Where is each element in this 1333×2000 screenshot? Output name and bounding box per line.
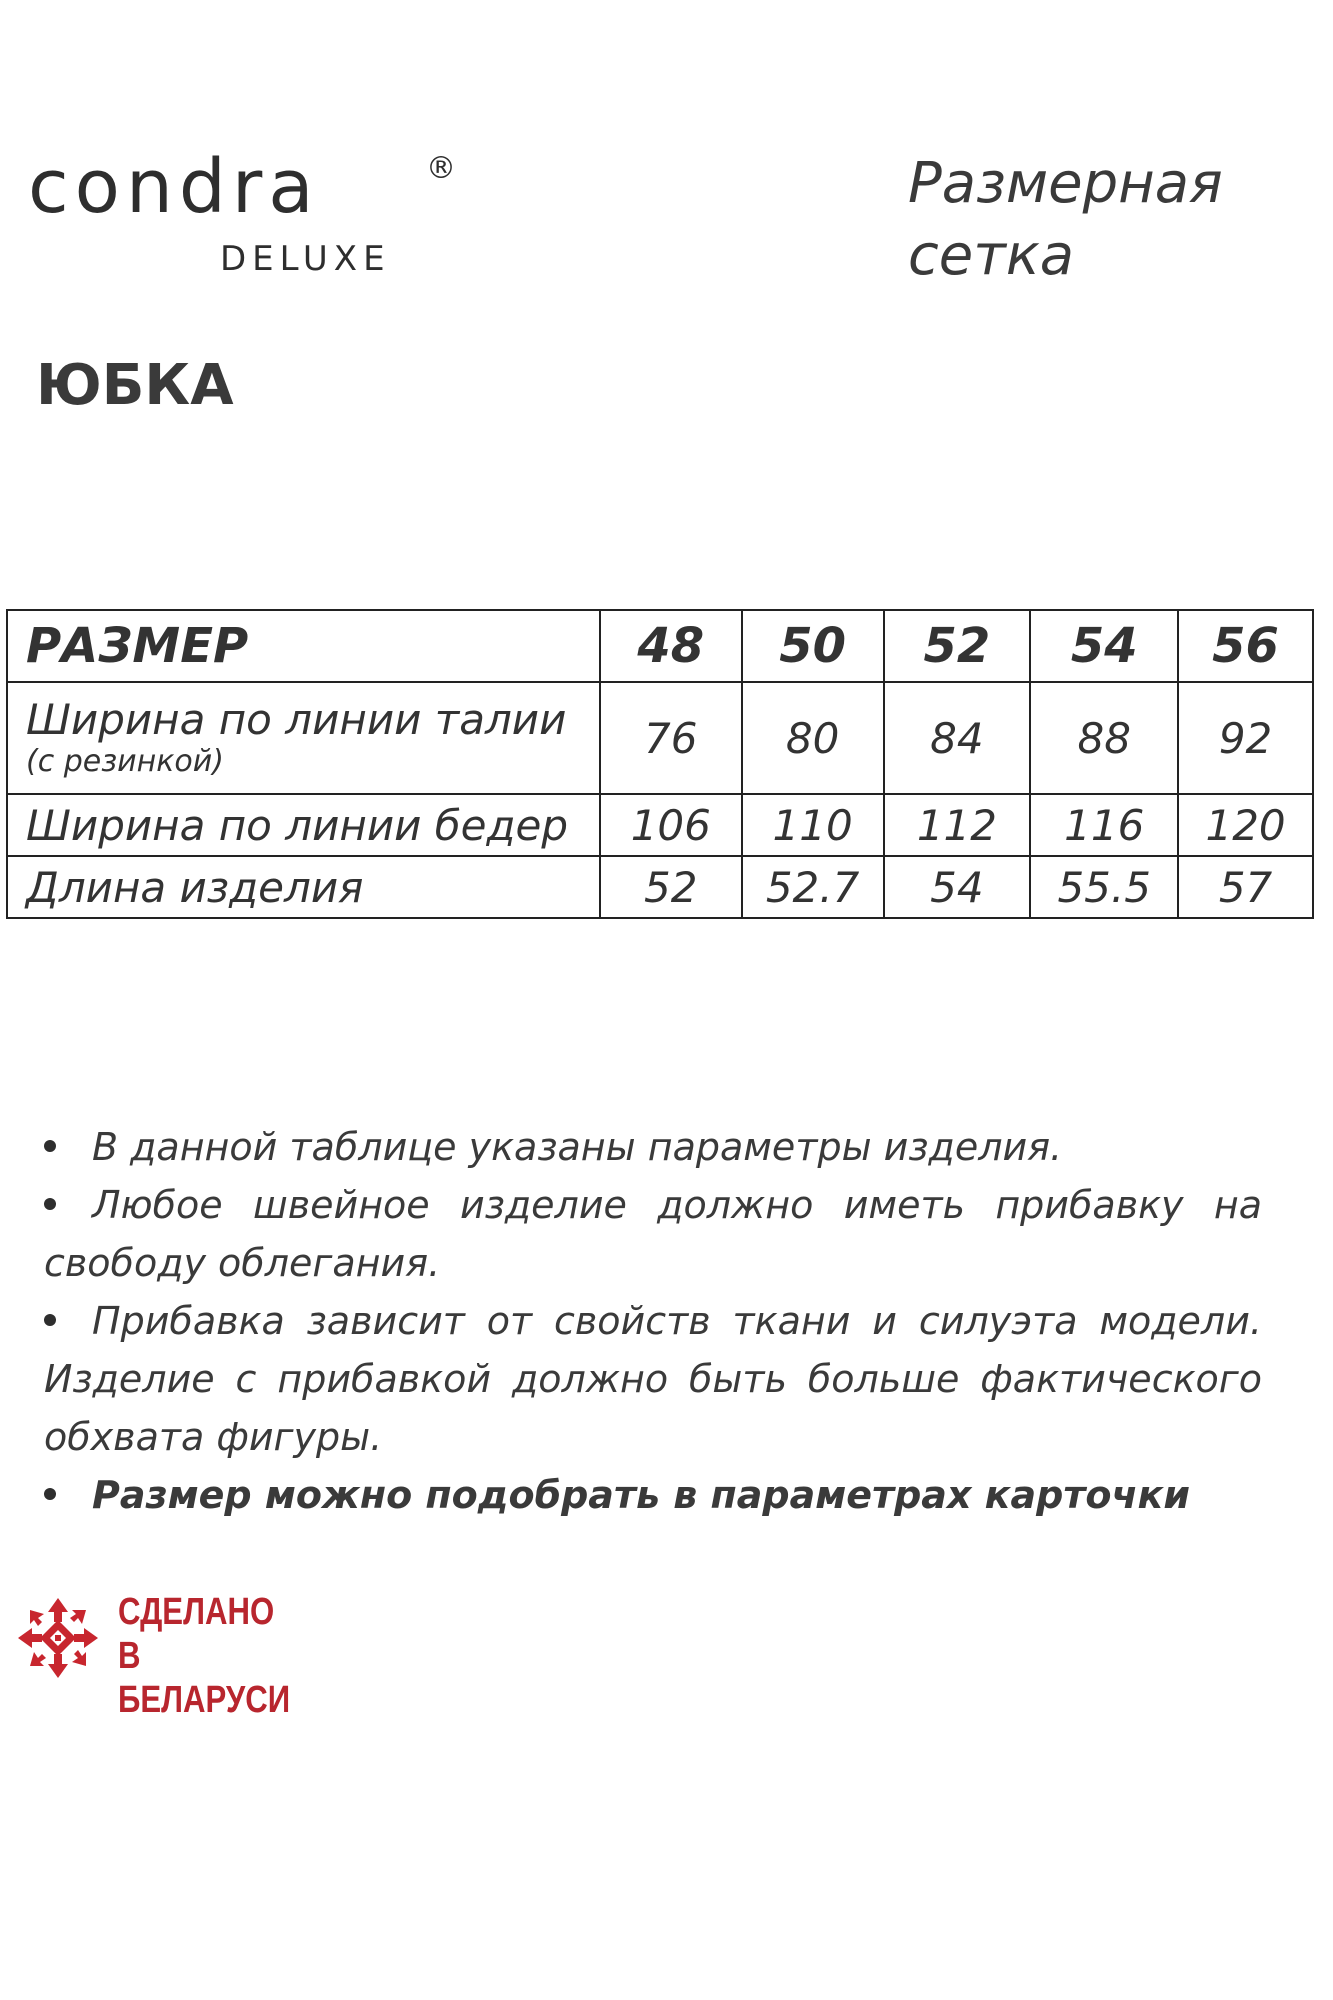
size-cell: 54: [1030, 610, 1178, 682]
bullet-icon: [44, 1198, 56, 1210]
table-row: [7, 682, 1313, 794]
size-table: [6, 609, 1314, 919]
made-in-text: [118, 1590, 302, 1722]
note-item: [44, 1466, 1262, 1524]
note-text: В данной таблице указаны параметры изделия.: [92, 1125, 1063, 1169]
row-sublabel: (с резинкой): [26, 744, 224, 779]
product-name: ЮБКА: [36, 353, 234, 418]
table-header-row: [7, 610, 1313, 682]
value-cell: 57: [1178, 856, 1313, 918]
note-text: Любое швейное изделие должно иметь прибавку на свободу облегания.: [44, 1183, 1262, 1285]
made-in-line1: СДЕЛАНО: [118, 1591, 275, 1633]
note-text: Размер можно подобрать в параметрах карточки: [92, 1473, 1190, 1517]
size-cell: 48: [600, 610, 742, 682]
value-cell: 92: [1178, 682, 1313, 794]
table-row: [7, 856, 1313, 918]
value-cell: 110: [742, 794, 884, 856]
brand-sub: DELUXE: [220, 239, 391, 279]
value-cell: 55.5: [1030, 856, 1178, 918]
made-in-belarus-badge: [12, 1584, 342, 1721]
notes-list: [44, 1118, 1262, 1524]
made-in-line2: В БЕЛАРУСИ: [118, 1635, 291, 1721]
row-label: Ширина по линии бедер: [7, 794, 600, 856]
brand-logo: [28, 144, 456, 280]
note-text: Прибавка зависит от свойств ткани и силуэта модели. Изделие с прибавкой должно быть больше фактического обхвата фигуры.: [44, 1299, 1262, 1459]
value-cell: 54: [884, 856, 1031, 918]
value-cell: 88: [1030, 682, 1178, 794]
brand-name: condra: [28, 144, 320, 230]
page-title: Размерная сетка: [908, 151, 1223, 288]
row-label: Длина изделия: [7, 856, 600, 918]
value-cell: 84: [884, 682, 1031, 794]
value-cell: 52.7: [742, 856, 884, 918]
size-cell: 50: [742, 610, 884, 682]
table-row: [7, 794, 1313, 856]
registered-mark: ®: [426, 151, 456, 186]
note-item: [44, 1292, 1262, 1466]
note-item: [44, 1118, 1262, 1176]
value-cell: 52: [600, 856, 742, 918]
row-label-cell: [7, 682, 600, 794]
size-cell: 56: [1178, 610, 1313, 682]
value-cell: 76: [600, 682, 742, 794]
value-cell: 80: [742, 682, 884, 794]
value-cell: 112: [884, 794, 1031, 856]
bullet-icon: [44, 1140, 56, 1152]
size-cell: 52: [884, 610, 1031, 682]
row-label: Ширина по линии талии: [26, 695, 567, 744]
bullet-icon: [44, 1314, 56, 1326]
note-item: [44, 1176, 1262, 1292]
header-label: РАЗМЕР: [7, 610, 600, 682]
value-cell: 120: [1178, 794, 1313, 856]
belarus-ornament-icon: [12, 1592, 104, 1684]
bullet-icon: [44, 1488, 56, 1500]
value-cell: 106: [600, 794, 742, 856]
value-cell: 116: [1030, 794, 1178, 856]
